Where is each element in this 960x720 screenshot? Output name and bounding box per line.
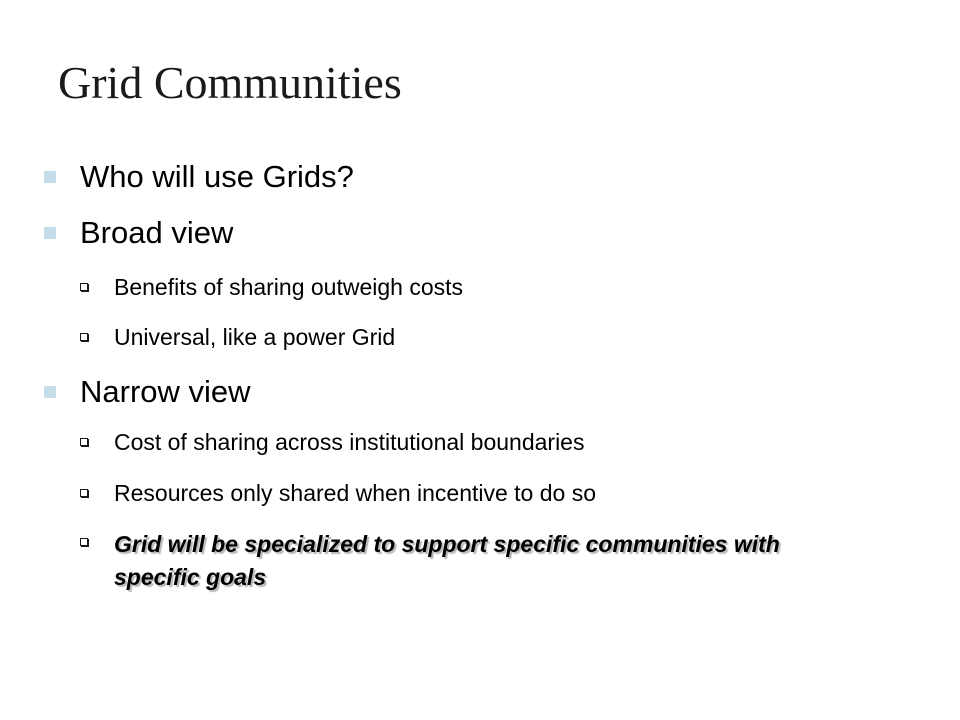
hollow-square-bullet-icon [80,489,88,497]
bullet-text: Resources only shared when incentive to do so [114,480,597,506]
bullet-text: Benefits of sharing outweigh costs [114,274,464,300]
bullet-who-will-use-grids [80,160,354,194]
square-bullet-icon [44,386,56,398]
bullet-text: Narrow view [80,374,251,409]
bullet-text: Broad view [80,215,234,250]
bullet-narrow-view [80,375,251,409]
slide-title: Grid Communities [58,57,402,108]
hollow-square-bullet-icon [80,283,88,291]
bullet-text: Universal, like a power Grid [114,324,396,350]
sub-bullet-benefits [114,273,463,301]
sub-bullet-universal [114,323,395,351]
hollow-square-bullet-icon [80,333,88,341]
square-bullet-icon [44,171,56,183]
hollow-square-bullet-icon [80,538,88,546]
sub-bullet-cost-of-sharing [114,428,584,456]
bullet-broad-view [80,216,233,250]
sub-bullet-grid-specialized [114,528,834,594]
square-bullet-icon [44,227,56,239]
bullet-text: Cost of sharing across institutional boundaries [114,429,585,455]
bullet-text: Who will use Grids? [80,159,354,194]
bullet-text-emphasized: Grid will be specialized to support specific communities with specific goals [114,531,780,590]
hollow-square-bullet-icon [80,438,88,446]
sub-bullet-resources-shared [114,479,596,507]
